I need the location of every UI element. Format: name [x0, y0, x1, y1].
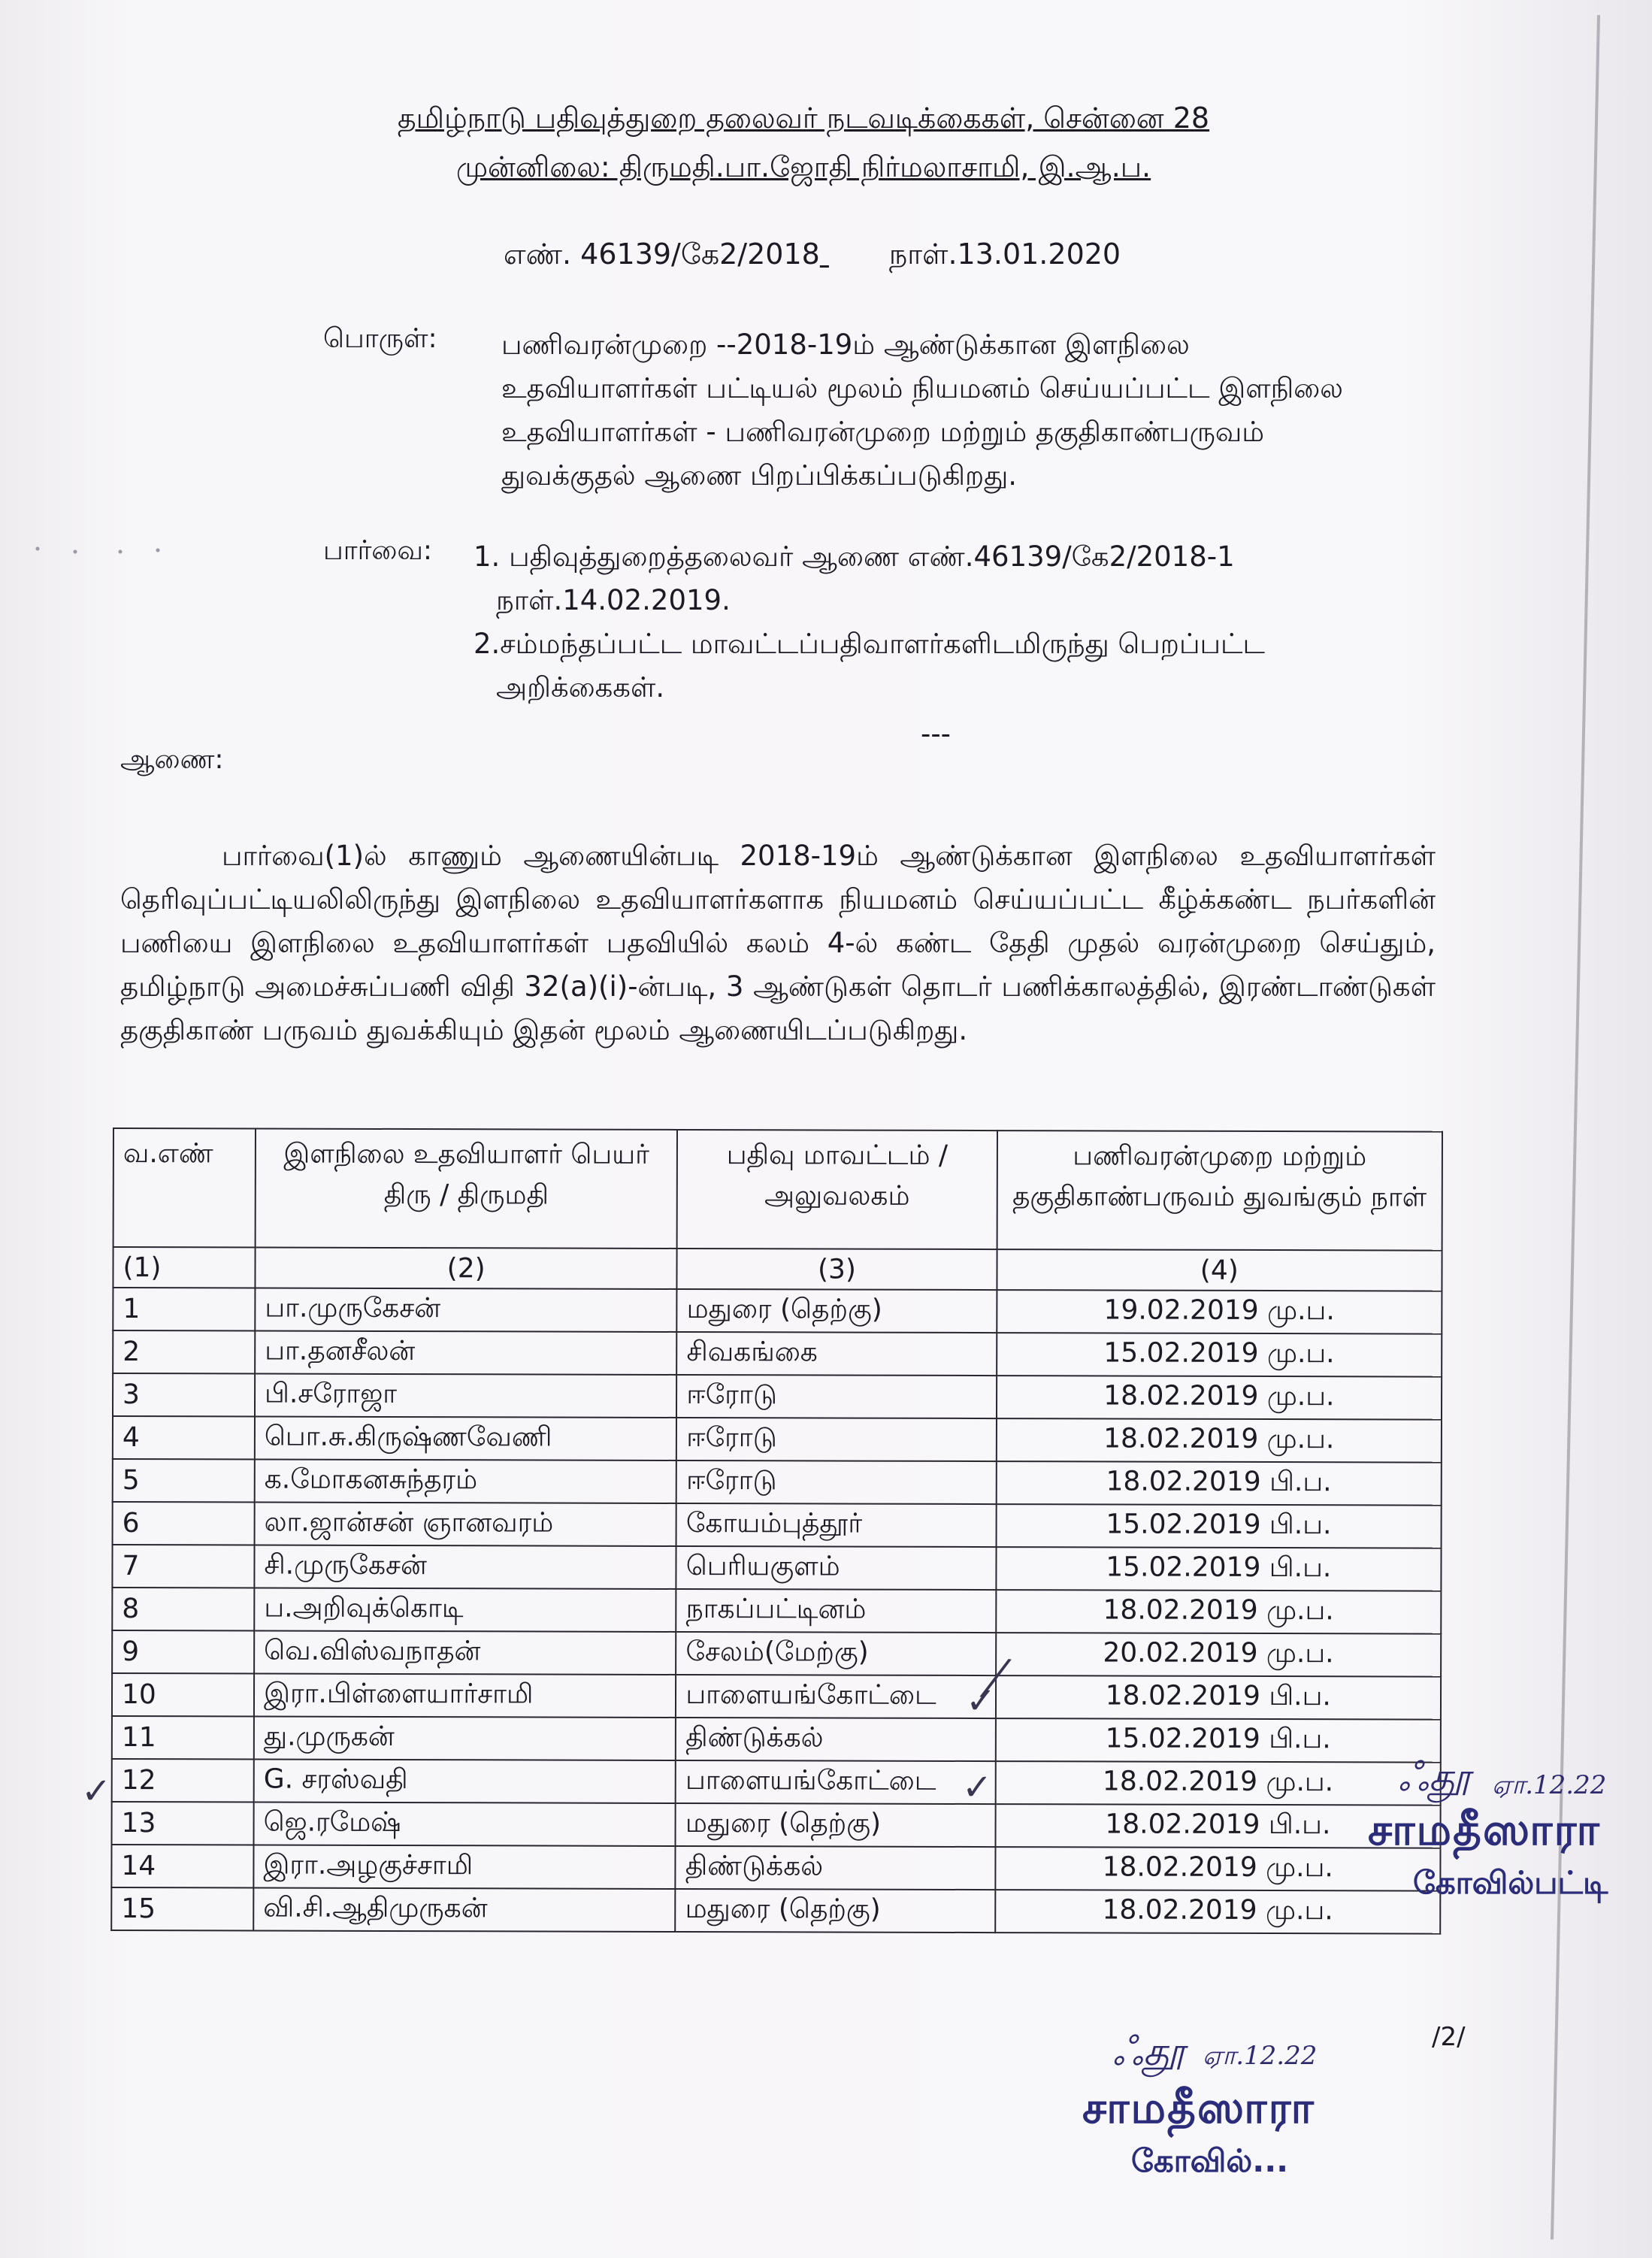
- presiding-officer: முன்னிலை: திருமதி.பா.ஜோதி நிர்மலாசாமி, இ.ஆ.ப.: [455, 150, 1151, 183]
- cell-name: பி.சரோஜா: [255, 1373, 676, 1417]
- order-body: பார்வை(1)ல் காணும் ஆணையின்படி 2018-19ம் ஆண்டுக்கான இளநிலை உதவியாளர்கள் தெரிவுப்பட்டியலிலிருந்து இளநிலை உதவியாளர்களாக நியமனம் செய்யப்பட்ட கீழ்க்கண்ட நபர்களின் பணியை இளநிலை உதவியாளர்கள் பதவியில் கலம் 4-ல் கண்ட தேதி முதல் வரன்முறை செய்தும், தமிழ்நாடு அமைச்சுப்பணி விதி 32(a)(i)-ன்படி, 3 ஆண்டுகள் தொடர் பணிக்காலத்தில், இரண்டாண்டுகள் தகுதிகாண் பருவம் துவக்கியும் இதன் மூலம் ஆணையிடப்படுகிறது.: [120, 840, 1436, 1046]
- stray-marks: [30, 541, 180, 556]
- cell-date: 18.02.2019 மு.ப.: [996, 1590, 1441, 1634]
- stamp-place: கோவில்பட்டி: [1413, 1864, 1608, 1901]
- table-row: [113, 1459, 1442, 1506]
- stamp-name: சாமதீஸாரா: [1368, 1804, 1601, 1855]
- cell-date: 15.02.2019 பி.ப.: [995, 1718, 1440, 1763]
- table-row: [112, 1630, 1441, 1677]
- signature-date: ஏா.12.22: [1203, 2041, 1318, 2071]
- table-row: [113, 1288, 1442, 1334]
- cell-office: மதுரை (தெற்கு): [676, 1803, 995, 1847]
- cell-name: G. சரஸ்வதி: [254, 1759, 676, 1802]
- table-row: [111, 1887, 1440, 1934]
- cell-date: 18.02.2019 மு.ப.: [995, 1890, 1440, 1934]
- cell-date: 15.02.2019 பி.ப.: [996, 1504, 1441, 1548]
- cell-date: 15.02.2019 பி.ப.: [996, 1547, 1441, 1591]
- table-row: [113, 1373, 1442, 1420]
- cell-name: வி.சி.ஆதிமுருகன்: [253, 1887, 675, 1931]
- cell-office: ஈரோடு: [676, 1375, 996, 1418]
- stamp-place: கோவில்...: [1131, 2142, 1289, 2179]
- cell-office: மதுரை (தெற்கு): [677, 1289, 997, 1333]
- cell-serial: 5: [113, 1459, 255, 1502]
- cell-name: பா.தனசீலன்: [255, 1330, 676, 1374]
- cell-serial: 9: [112, 1630, 254, 1673]
- cell-serial: 15: [111, 1887, 253, 1930]
- cell-office: நாகப்பட்டினம்: [676, 1589, 996, 1633]
- cell-serial: 1: [113, 1288, 255, 1330]
- cell-date: 15.02.2019 மு.ப.: [997, 1333, 1442, 1377]
- table-row: [111, 1845, 1440, 1891]
- reference-item: 2.சம்மந்தப்பட்ட மாவட்டப்பதிவாளர்களிடமிருந்து பெறப்பட்ட அறிக்கைகள்.: [474, 628, 1265, 704]
- cell-serial: 3: [113, 1373, 255, 1416]
- table-row: [112, 1545, 1441, 1591]
- cell-office: பாளையங்கோட்டை: [676, 1675, 995, 1718]
- table-row: [112, 1716, 1441, 1763]
- cell-name: சி.முருகேசன்: [254, 1545, 676, 1588]
- table-header-row: [113, 1128, 1442, 1251]
- cell-name: து.முருகன்: [254, 1716, 676, 1760]
- cell-office: மதுரை (தெற்கு): [676, 1889, 995, 1933]
- table-body: [111, 1288, 1442, 1934]
- reference-item: 1. பதிவுத்துறைத்தலைவர் ஆணை எண்.46139/கே2/2018-1 நாள்.14.02.2019.: [474, 540, 1235, 616]
- cell-name: க.மோகனசுந்தரம்: [255, 1459, 676, 1503]
- column-number: (3): [677, 1249, 997, 1290]
- header-office: பதிவு மாவட்டம் / அலுவலகம்: [677, 1130, 997, 1249]
- cell-office: ஈரோடு: [676, 1460, 996, 1504]
- cell-date: 18.02.2019 பி.ப.: [996, 1461, 1441, 1506]
- references-list: [474, 535, 1338, 756]
- cell-office: கோயம்புத்தூர்: [676, 1503, 996, 1547]
- subject-label: பொருள்:: [323, 323, 437, 354]
- table-row: [112, 1802, 1441, 1848]
- cell-serial: 11: [112, 1716, 254, 1759]
- stamp-name: சாமதீஸாரா: [1082, 2082, 1315, 2133]
- cell-name: பொ.சு.கிருஷ்ணவேணி: [255, 1416, 676, 1460]
- cell-name: ப.அறிவுக்கொடி: [254, 1588, 676, 1631]
- column-number: (2): [255, 1247, 676, 1288]
- office-header: தமிழ்நாடு பதிவுத்துறை தலைவர் நடவடிக்கைகள், சென்னை 28: [397, 101, 1210, 135]
- cell-name: வெ.விஸ்வநாதன்: [254, 1630, 676, 1674]
- table-row: [112, 1759, 1441, 1805]
- cell-office: பாளையங்கோட்டை: [676, 1760, 995, 1804]
- cell-date: 18.02.2019 பி.ப.: [996, 1675, 1441, 1720]
- header-name: இளநிலை உதவியாளர் பெயர் திரு / திருமதி: [256, 1128, 678, 1248]
- table-row: [113, 1502, 1442, 1548]
- cell-name: இரா.பிள்ளையார்சாமி: [254, 1673, 676, 1717]
- cell-serial: 13: [112, 1802, 254, 1845]
- cell-office: திண்டுக்கல்: [676, 1846, 995, 1890]
- cell-office: ஈரோடு: [676, 1418, 996, 1461]
- cell-office: திண்டுக்கல்: [676, 1718, 995, 1761]
- cell-office: சிவகங்கை: [676, 1332, 996, 1376]
- reference-date: நாள்.13.01.2020: [888, 238, 1121, 271]
- page-number: /2/: [1432, 2022, 1466, 2052]
- cell-date: 20.02.2019 மு.ப.: [996, 1633, 1441, 1677]
- cell-date: 19.02.2019 மு.ப.: [997, 1290, 1442, 1334]
- cell-serial: 8: [112, 1588, 254, 1630]
- references-label: பார்வை:: [323, 535, 433, 566]
- order-label: ஆணை:: [120, 744, 224, 775]
- cell-serial: 6: [113, 1502, 255, 1545]
- cell-serial: 2: [113, 1330, 255, 1373]
- reference-line: [504, 238, 1121, 275]
- cell-date: 18.02.2019 மு.ப.: [995, 1847, 1440, 1891]
- column-number: (1): [113, 1247, 255, 1288]
- table-row: [112, 1588, 1441, 1634]
- subject-text: பணிவரன்முறை --2018-19ம் ஆண்டுக்கான இளநிலை உதவியாளர்கள் பட்டியல் மூலம் நியமனம் செய்யப்பட்ட இளநிலை உதவியாளர்கள் - பணிவரன்முறை மற்றும் தகுதிகாண்பருவம் துவக்குதல் ஆணை பிறப்பிக்கப்படுகிறது.: [501, 328, 1343, 492]
- cell-date: 18.02.2019 பி.ப.: [995, 1804, 1440, 1848]
- signature: ஃதூ: [1398, 1755, 1470, 1800]
- cell-serial: 4: [113, 1416, 255, 1459]
- table-row: [113, 1330, 1442, 1377]
- column-number-row: [113, 1247, 1442, 1291]
- signature-date: ஏா.12.22: [1492, 1770, 1607, 1800]
- appointees-table: [110, 1127, 1443, 1935]
- cell-date: 18.02.2019 மு.ப.: [995, 1761, 1440, 1805]
- cell-serial: 7: [112, 1545, 254, 1588]
- cell-office: பெரியகுளம்: [676, 1546, 996, 1590]
- separator: ---: [920, 718, 952, 750]
- checkmark-icon: ╱: [981, 1655, 1010, 1702]
- cell-name: ஜெ.ரமேஷ்: [254, 1802, 676, 1845]
- reference-number: எண். 46139/கே2/2018: [504, 238, 820, 271]
- cell-serial: 14: [111, 1845, 253, 1887]
- checkmark-icon: ✓: [81, 1770, 112, 1812]
- cell-serial: 10: [112, 1673, 254, 1716]
- cell-office: சேலம்(மேற்கு): [676, 1632, 995, 1675]
- cell-name: லா.ஜான்சன் ஞானவரம்: [255, 1502, 676, 1545]
- checkmark-icon: ✓: [962, 1766, 993, 1809]
- cell-name: இரா.அழகுச்சாமி: [253, 1845, 675, 1888]
- checkmark-icon: ✓: [966, 1680, 997, 1722]
- cell-date: 18.02.2019 மு.ப.: [997, 1376, 1442, 1420]
- header-serial: வ.எண்: [113, 1128, 256, 1247]
- table-row: [113, 1416, 1442, 1463]
- column-number: (4): [997, 1249, 1442, 1291]
- table-row: [112, 1673, 1441, 1720]
- signature: ஃதூ: [1112, 2029, 1185, 2075]
- cell-serial: 12: [112, 1759, 254, 1802]
- cell-date: 18.02.2019 மு.ப.: [996, 1418, 1441, 1463]
- cell-name: பா.முருகேசன்: [255, 1288, 676, 1331]
- header-date: பணிவரன்முறை மற்றும் தகுதிகாண்பருவம் துவங்கும் நாள்: [997, 1131, 1442, 1251]
